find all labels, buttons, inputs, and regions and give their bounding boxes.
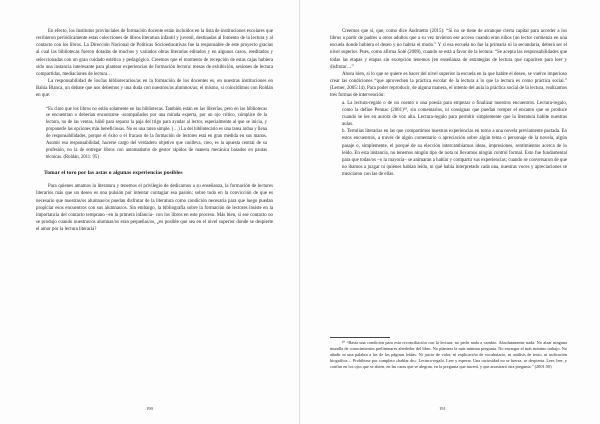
right-page	[300, 0, 600, 424]
footnote: ¹⁰ “Basta una condición para esta reconciliación con la lectura: no pedir nada a cambio. Absolutamente nada. No alzar ninguna muralla de conocimientos preliminares alrededor del libro. No plantear la más mínima pregunta. No encargar el más mínimo trabajo. No añadir ni una palabra a las de las páginas leídas. Ni juicio de valor, ni explicación de vocabulario, ni análisis de texto, ni indicación biográfica… Prohibirse por completo «hablar de». Lectura-regalo. Leer y esperar. Una curiosidad no se fuerza, se despierta. Leer, leer, y confiar en los ojos que se abren, en las caras que se alegran, en la pregunta que nacerá, y que arrastrará otra pregunta.” (2001:50)	[330, 340, 567, 370]
left-paragraph-1: En efecto, los Institutos provinciales de formación docente están incluidos en la lista de instituciones escolares que recibieron periódicamente estas colecciones de libros literatura infantil y juvenil, destinadas al fomento de la lectura y al contacto con los libros. La Dirección Nacional de Políticas Socioeducativas fue la responsable de este proyecto gracias al cual las bibliotecas fueron dotadas de muchos y variados obras literarias editados y en algunos casos, reeditados y seleccionadas con un gran cuidado estético y pedagógico. Creemos que el momento de recepción de estas cajas hubiera sido una instancia interesante para plantear experiencias de formación lectora: mesas de exhibición, sesiones de lectura compartidas, mediaciones de lectura…	[36, 29, 273, 77]
right-page-number: 191	[439, 406, 446, 411]
left-paragraph-3: Para quienes amamos la literatura y tenemos el privilegio de dedicarnos a su enseñanza, la formación de lectores literarios más que un deseo es una pulsión por intentar contagiar esa pasión; sobre todo en la convicción de que es necesario que nuestras/os alumnas/os puedan disfrutar de la literatura como condición necesaria para que luego puedan propiciar esos encuentros con sus alumnas/os. Sin embargo, la bibliografía sobre la formación de lectores insiste en la importancia del contacto temprano –en la primera infancia– con los libros en este proceso. Más bien, si ese contacto no se produjo cuando nuestras/os alumnas/os eran pequeñas/os, ¿es posible que sea en el nivel superior donde se despierte el amor por la lectura literaria?	[36, 184, 273, 233]
left-paragraph-2: La responsabilidad de los/las bibliotecarios/as en la formación de los docentes es, en nuestras instituciones en Bahía Blanca, un debate que nos debemos y una duda con nuestros/as alumnos/as; el mismo, si coincidimos con Roldán en que:	[36, 79, 273, 99]
list-item-b: b. Tertulias literarias en las que compartimos nuestras experiencias en torno a una novela previamente pactada. En estos encuentros, a través de algún comentario o apreciación sobre algún tema o personaje de la novela, algún pasaje o, simplemente, el porqué de su elección intercambiamos ideas, impresiones, sentimientos acerca de lo leído. En esta instancia, no tenemos ningún tipo de nota ni llevamos ningún control formal. Esto fue fundamental para que todas/os –o la mayoría– se animaran a hablar y compartir sus experiencias; cuando se conversaron de que no íbamos a juzgar ni quiénes habían leído, ni qué había interpretado cada una, nuestras voces y apreciaciones se mezclaron con las de ellas.	[342, 129, 567, 178]
right-paragraph-2: Ahora bien, si lo que se quiere es hacer del nivel superior la escuela en la que habite el deseo, se vuelve imperioso crear las condiciones “que aprovechen la práctica escolar de la lectura a lo que la lectura es como práctica social.” (Lerner, 2005:14). Para poder reproducir, de alguna manera, el intento del aula la práctica social de la lectura, realizamos tres formas de intervención:	[330, 71, 567, 99]
left-page-text-column	[36, 28, 273, 233]
right-paragraph-1: Creemos que sí, que, como dice Andruetto (2015): “Si no se tiene de arranque cierta capital para acceder a los libros a partir de padres u otros adultos que a su vez tuvieron ese acceso cuando eran niños (un lector comienza en una escuela donde hubiera el deseo y no habría el modo.” Y si esa escuela no fue la primaria ni la secundaria, deberá ser el nivel superior. Pues, como afirma Solé (2009), cuando se está a favor de la lectura: “Se acepta las responsabilidades que todas las etapas y etapas sin excepción tenemos (en enseñanza de estrategias de lectura que capaciten para leer y disfrutar…”	[330, 29, 567, 70]
list-item-a: a. La lectura-regalo o de un cuento o una poesía para empezar o finalizar nuestros encuentros. Lectura-regalo, como la define Pennac (2001)¹⁰, sin comentarios, ni consignas que puedan romper el encanto que se produce cuando se lee en aurora de voz alta. Lectura-regalo para permitir simplemente que la literatura habite nuestras aulas.	[342, 100, 567, 128]
right-page-text-column	[330, 28, 567, 178]
section-title: Tomar el toro por las astas o algunas experiencias posibles	[44, 169, 183, 176]
block-quote: “Es claro que los libros no están solamente en las bibliotecas. También están en las librerías, pero en las bibliotecas se encuentran o deberían encontrarse -acompañados por una mirada experta, por un ojo crítico, cómplice de la lectura, no de las ventas, hábil para separar la paja del trigo para ayudar al lector, especialmente al que se inicia, y proponerle las opciones más beneficiosas. No es una tarea simple. (…) La del bibliotecario es una tarea ardua y llena de responsabilidades, porque el éxito o el fracaso de la formación de lectores está en gran medida en sus manos. Asumir esa responsabilidad, hacerse cargo del verdadero objetivo que conlleva, creo, es la apuesta central de su profesión, no la de entregar libros con automatismo de gestor rápidos de manera mecánica basados en pautas técnicas. (Roldán, 2011: 95)	[46, 106, 267, 160]
left-page-number: 190	[146, 406, 153, 411]
footnote-divider	[330, 337, 390, 338]
